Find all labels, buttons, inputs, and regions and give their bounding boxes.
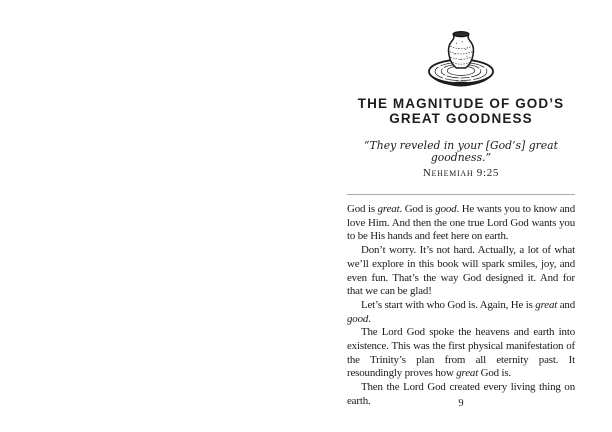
emphasized-text: good bbox=[347, 312, 369, 325]
emphasized-text: good bbox=[435, 203, 457, 215]
body-text-segment: God is. bbox=[478, 367, 512, 380]
emphasized-text: great bbox=[377, 203, 400, 215]
body-text-segment: Let’s start with who God is. Again, He is bbox=[361, 298, 536, 311]
body-text-segment: God is bbox=[347, 203, 378, 215]
epigraph-reference: Nehemiah 9:25 bbox=[422, 167, 500, 179]
chapter-title-line1: THE MAGNITUDE OF GOD’S bbox=[357, 96, 565, 111]
section-divider-rule bbox=[347, 194, 575, 195]
body-paragraph bbox=[347, 244, 575, 299]
epigraph bbox=[347, 140, 575, 179]
body-text-segment: . He wants you to know and love Him. And then the one true Lord God wants you to be His hands and feet here on earth. bbox=[347, 203, 576, 243]
page-number: 9 bbox=[458, 398, 464, 409]
emphasized-text: great bbox=[456, 367, 479, 380]
chapter-title-line2: GREAT GOODNESS bbox=[389, 111, 533, 126]
epigraph-quote: “They reveled in your [God’s] great goodness.” bbox=[364, 139, 558, 164]
emphasized-text: great bbox=[535, 298, 558, 311]
right-page bbox=[347, 0, 575, 432]
body-text-segment: and bbox=[557, 298, 575, 311]
body-paragraph bbox=[347, 326, 575, 381]
pottery-wheel-icon bbox=[422, 25, 500, 89]
chapter-title bbox=[347, 96, 575, 126]
body-text-segment: . bbox=[368, 312, 371, 325]
body-text-segment: . God is bbox=[399, 203, 436, 215]
body-paragraph bbox=[347, 299, 575, 326]
body-text-segment: The Lord God spoke the heavens and earth into existence. This was the first physical manifestation of the Trinity’s plan from all eternity past. It resoundingly proves how bbox=[347, 326, 575, 380]
body-text-segment: Don’t worry. It’s not hard. Actually, a lot of what we’ll explore in this book will spark smiles, joy, and even fun. That’s the way God designed it. And for that we can be glad! bbox=[347, 244, 575, 298]
body-paragraph bbox=[347, 203, 575, 244]
body-text bbox=[347, 203, 575, 409]
body-text-segment: Then the Lord God created every living thing on earth. bbox=[347, 381, 575, 407]
